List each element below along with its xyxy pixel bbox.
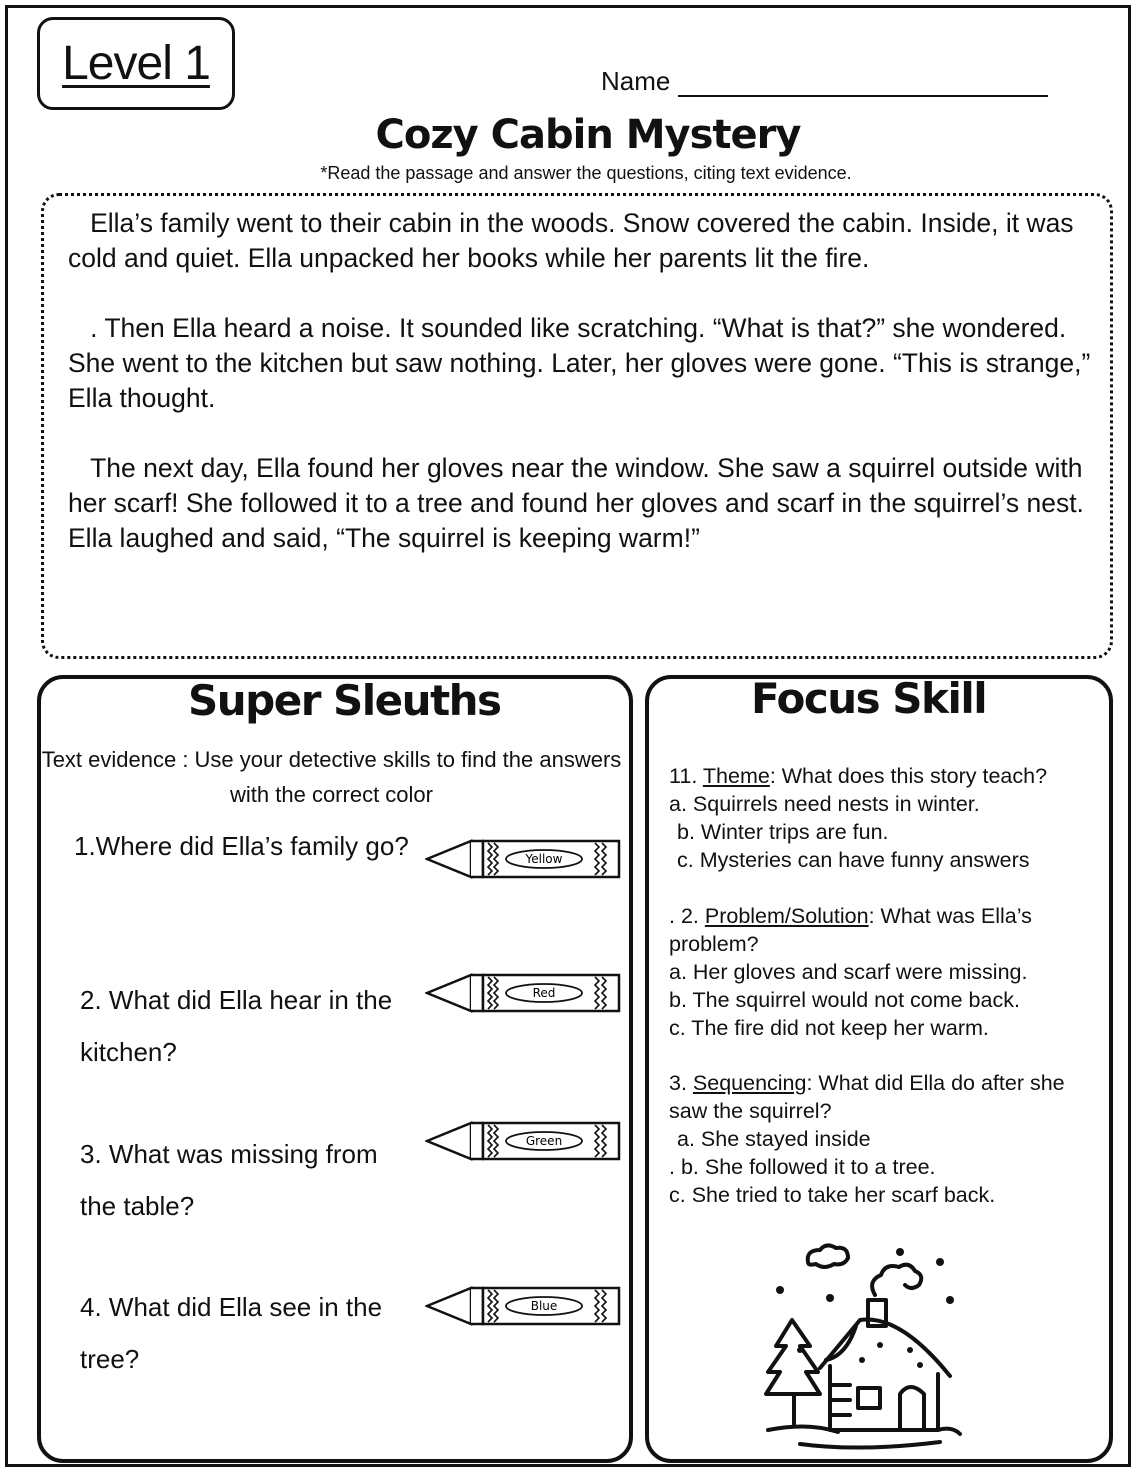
snowy-cabin-icon (760, 1240, 965, 1455)
focus-skill-heading: Focus Skill (751, 674, 987, 723)
focus-question-problem-solution: . 2. Problem/Solution: What was Ella’s problem? a. Her gloves and scarf were missing. b. The squirrel would not come back. c. The fire did not keep her warm. (669, 902, 1109, 1042)
blue-crayon-icon (425, 1285, 621, 1327)
evidence-instructions: Text evidence : Use your detective skills to find the answers with the correct color (41, 747, 622, 807)
yellow-crayon-icon (425, 838, 621, 880)
green-crayon-icon (425, 1120, 621, 1162)
level-badge (37, 17, 235, 110)
instruction-text: *Read the passage and answer the questions, citing text evidence. (320, 163, 852, 183)
passage-paragraph-1: Ella’s family went to their cabin in the woods. Snow covered the cabin. Inside, it was cold and quiet. Ella unpacked her books while her parents lit the fire. (68, 208, 1074, 273)
sleuth-question-2: 2. What did Ella hear in the kitchen? (80, 985, 393, 1067)
red-crayon-icon (425, 972, 621, 1014)
sleuth-question-4: 4. What did Ella see in the tree? (80, 1292, 383, 1374)
answer-option: c. The fire did not keep her warm. (669, 1016, 989, 1040)
focus-question-theme: 11. Theme: What does this story teach? a. Squirrels need nests in winter. b. Winter trips are fun. c. Mysteries can have funny answers (669, 762, 1109, 874)
answer-option: a. She stayed inside (677, 1127, 871, 1151)
level-label: Level 1 (62, 37, 210, 90)
crayon-label-yellow: Yellow (525, 852, 563, 866)
name-field[interactable] (601, 66, 1048, 97)
sleuth-question-1: 1.Where did Ella’s family go? (74, 831, 409, 861)
answer-option: a. Squirrels need nests in winter. (669, 792, 980, 816)
reading-passage (68, 206, 1113, 591)
answer-option: a. Her gloves and scarf were missing. (669, 960, 1028, 984)
answer-option: c. Mysteries can have funny answers (677, 848, 1030, 872)
name-label: Name (601, 66, 671, 96)
passage-paragraph-2: . Then Ella heard a noise. It sounded like scratching. “What is that?” she wondered. She went to the kitchen but saw nothing. Later, her gloves were gone. “This is strange,” Ella thought. (68, 313, 1091, 413)
answer-option: . b. She followed it to a tree. (669, 1155, 936, 1179)
passage-paragraph-3: The next day, Ella found her gloves near the window. She saw a squirrel outside with her scarf! She followed it to a tree and found her gloves and scarf in the squirrel’s nest. Ella laughed and said, “The squirrel is keeping warm!” (68, 453, 1084, 553)
super-sleuths-heading: Super Sleuths (188, 676, 501, 725)
sleuth-question-3: 3. What was missing from the table? (80, 1139, 378, 1221)
crayon-label-blue: Blue (530, 1299, 558, 1313)
answer-option: b. Winter trips are fun. (677, 820, 889, 844)
page-title: Cozy Cabin Mystery (375, 112, 801, 158)
name-blank[interactable] (678, 67, 1048, 97)
answer-option: b. The squirrel would not come back. (669, 988, 1020, 1012)
crayon-label-green: Green (525, 1134, 563, 1148)
answer-option: c. She tried to take her scarf back. (669, 1183, 996, 1207)
focus-question-sequencing: 3. Sequencing: What did Ella do after she saw the squirrel? a. She stayed inside . b. She followed it to a tree. c. She tried to take her scarf back. (669, 1069, 1109, 1209)
crayon-label-red: Red (532, 986, 556, 1000)
